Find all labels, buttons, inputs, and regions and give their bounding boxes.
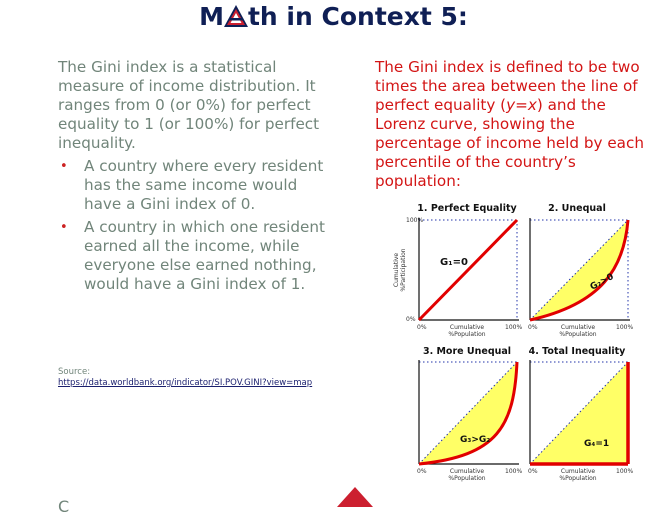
x-tick-label: 100% — [505, 324, 523, 331]
gini-label: G₁=0 — [440, 257, 468, 268]
title-prefix: M — [199, 2, 224, 31]
university-a-logo-icon — [224, 5, 248, 27]
bullet-item: • A country in which one resident earned all the income, while everyone else earned nothing, would have a Gini index of 1. — [58, 218, 330, 294]
panel-total-inequality — [530, 360, 628, 464]
x-tick-label: 100% — [505, 468, 523, 475]
x-tick-label: 100% — [616, 324, 634, 331]
gini-label: G₄=1 — [584, 439, 610, 449]
footer-letter: C — [58, 497, 70, 516]
definition-text-end: ) and the Lorenz curve, showing the percentage of income held by each percentile of the country’s population: — [375, 96, 644, 190]
bullet-item: • A country where every resident has the same income would have a Gini index of 0. — [58, 157, 330, 214]
source-link[interactable]: https://data.worldbank.org/indicator/SI.POV.GINI?view=map — [58, 377, 313, 388]
gini-label: G₃>G₂ — [460, 435, 491, 445]
x-axis-label: %Population — [448, 475, 486, 482]
definition-text-start: The Gini index is defined to be two times the area between the line of perfect equality ( — [375, 58, 640, 114]
x-tick-label: 0% — [417, 324, 427, 331]
x-axis-label: %Population — [448, 331, 486, 338]
y-tick-label: 0% — [406, 316, 416, 323]
intro-paragraph: The Gini index is a statistical measure of income distribution. It ranges from 0 (or 0%) for perfect equality to 1 (or 100%) for perfect inequality. — [58, 58, 320, 152]
panel-perfect-equality — [419, 218, 519, 320]
definition-paragraph — [375, 58, 657, 191]
x-tick-label: 100% — [616, 468, 634, 475]
source-label: Source: — [58, 367, 91, 377]
x-axis-label: %Population — [559, 475, 597, 482]
y-axis-label-line: Cumulative — [393, 252, 400, 288]
panel-title: 3. More Unequal — [422, 346, 512, 357]
x-axis-label: Cumulative — [560, 324, 596, 331]
x-axis-label: Cumulative — [560, 468, 596, 475]
y-tick-label: 100% — [406, 217, 424, 224]
lorenz-curve-diagram — [388, 196, 667, 488]
slide-title — [0, 0, 667, 36]
gini-label: G₂>0 — [588, 272, 616, 293]
left-column — [58, 58, 330, 294]
y-axis-label-line: %Participation — [400, 248, 407, 292]
x-axis-label: %Population — [559, 331, 597, 338]
x-axis-label: Cumulative — [449, 468, 485, 475]
panel-title: 1. Perfect Equality — [417, 203, 517, 214]
panel-title: 4. Total Inequality — [528, 346, 626, 357]
title-suffix: th in Context 5: — [247, 2, 468, 31]
bullet-list — [58, 157, 330, 294]
x-tick-label: 0% — [528, 468, 538, 475]
x-axis-label: Cumulative — [449, 324, 485, 331]
x-tick-label: 0% — [417, 468, 427, 475]
equation-text: y=x — [506, 96, 537, 114]
panel-unequal — [530, 218, 630, 320]
y-axis-label — [393, 248, 407, 291]
triangle-decoration-icon — [337, 487, 373, 507]
x-tick-label: 0% — [528, 324, 538, 331]
panel-title: 2. Unequal — [548, 203, 606, 214]
panel-more-unequal — [419, 360, 519, 464]
source-block — [58, 367, 328, 388]
